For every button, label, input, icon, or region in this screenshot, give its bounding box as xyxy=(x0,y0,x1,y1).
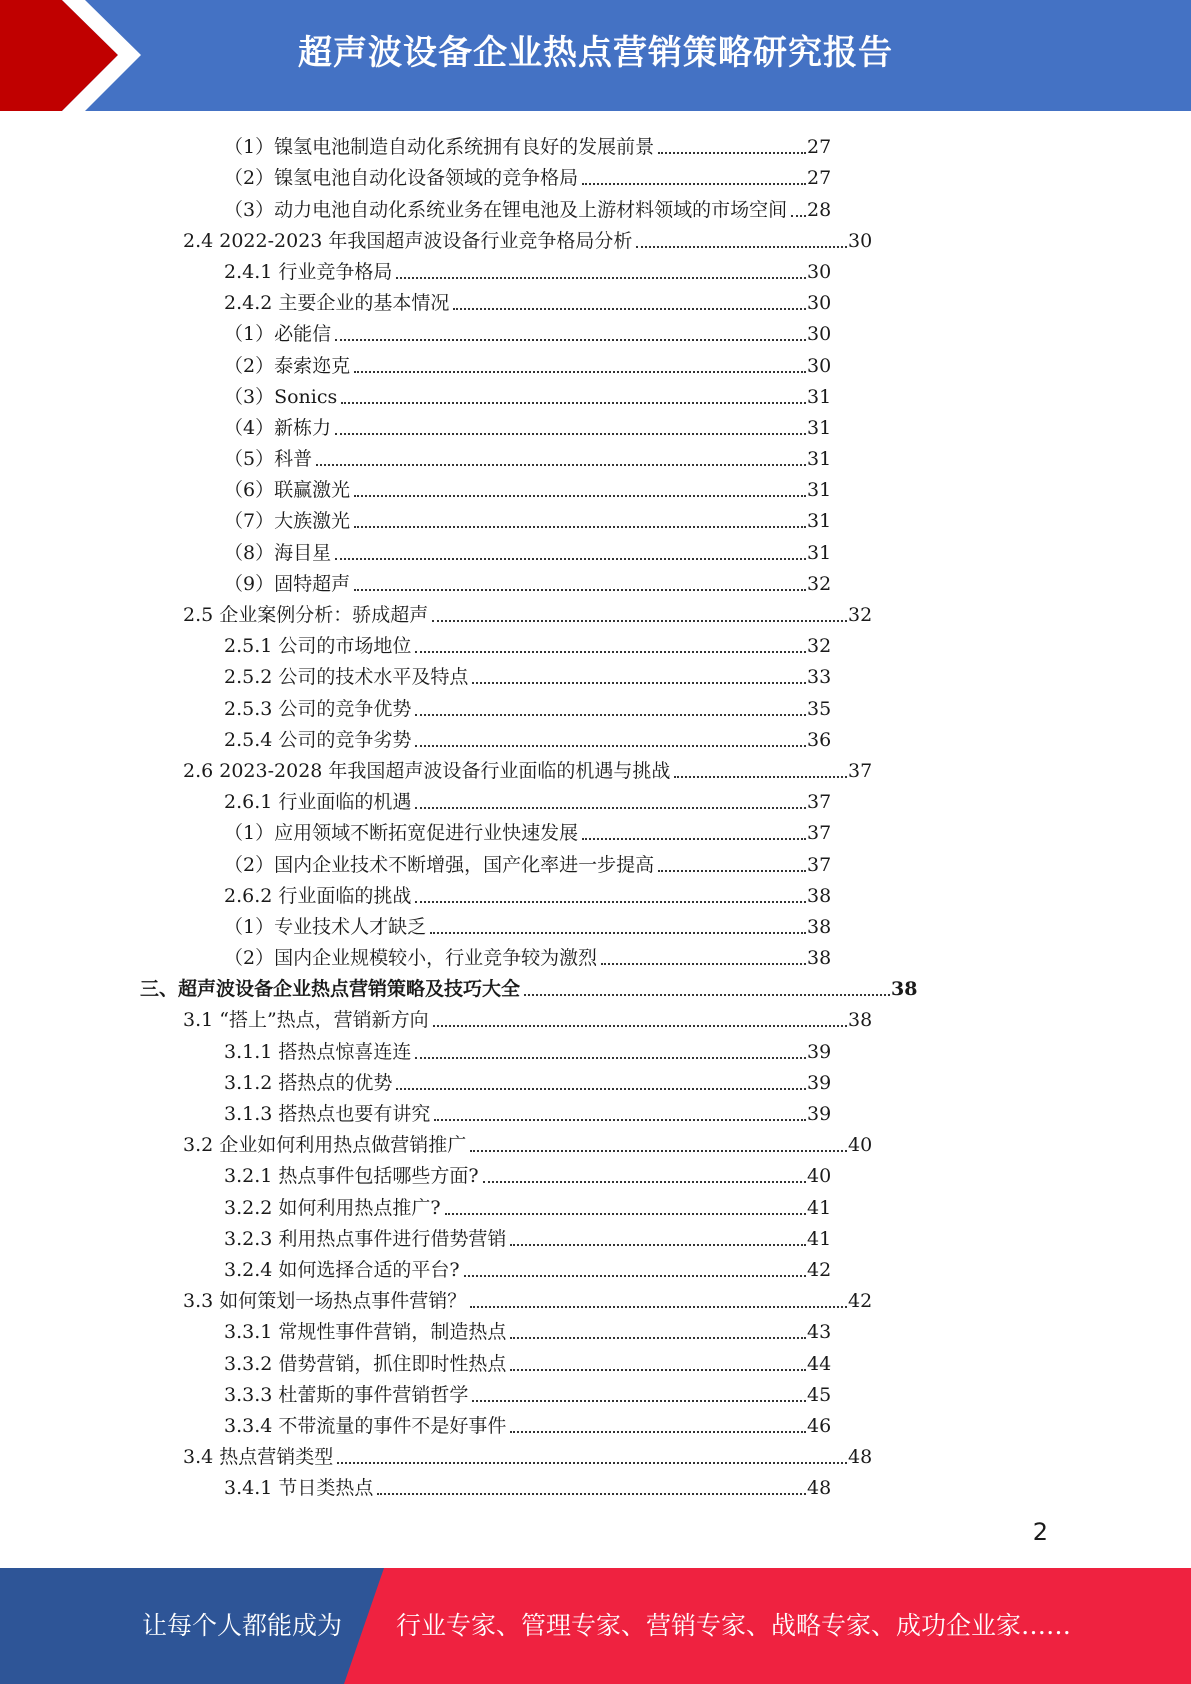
toc-dot-leader xyxy=(415,1057,806,1059)
toc-dot-leader xyxy=(434,1119,806,1121)
toc-entry-page: 30 xyxy=(807,260,832,283)
toc-entry-page: 31 xyxy=(807,541,832,564)
toc-entry-title: 2.5 企业案例分析：骄成超声 xyxy=(183,604,429,626)
toc-dot-leader xyxy=(354,589,806,591)
toc-entry[interactable] xyxy=(0,1344,967,1375)
toc-entry-title: 2.5.4 公司的竞争劣势 xyxy=(224,728,412,751)
toc-entry[interactable] xyxy=(0,440,967,471)
toc-entry[interactable] xyxy=(0,1376,967,1407)
toc-entry-page: 37 xyxy=(807,791,832,814)
toc-entry[interactable] xyxy=(0,1095,967,1126)
toc-entry-title: （1）应用领域不断拓宽促进行业快速发展 xyxy=(224,822,579,845)
toc-dot-leader xyxy=(658,152,806,154)
footer-slogan-right: 行业专家、管理专家、营销专家、战略专家、成功企业家…… xyxy=(396,1611,1072,1640)
toc-entry[interactable] xyxy=(0,939,967,970)
toc-entry[interactable] xyxy=(0,658,967,689)
toc-entry[interactable] xyxy=(0,721,967,752)
toc-entry[interactable] xyxy=(0,128,967,159)
toc-entry-page: 39 xyxy=(807,1103,832,1125)
toc-entry-page: 44 xyxy=(807,1352,832,1375)
toc-entry-title: （1）必能信 xyxy=(224,323,332,346)
toc-dot-leader xyxy=(354,495,806,497)
page-header xyxy=(0,0,1191,111)
report-title: 超声波设备企业热点营销策略研究报告 xyxy=(298,33,893,73)
toc-entry[interactable] xyxy=(0,1313,967,1344)
toc-entry-page: 27 xyxy=(807,136,832,159)
toc-dot-leader xyxy=(335,433,806,435)
toc-entry-title: 2.5.1 公司的市场地位 xyxy=(224,635,412,658)
toc-entry-title: （7）大族激光 xyxy=(224,510,351,533)
toc-entry-page: 31 xyxy=(807,479,832,502)
toc-entry-page: 38 xyxy=(807,884,832,907)
toc-dot-leader xyxy=(415,901,806,903)
toc-entry-title: 3.1.2 搭热点的优势 xyxy=(224,1071,393,1094)
toc-entry-page: 31 xyxy=(807,448,832,471)
toc-dot-leader xyxy=(582,838,806,840)
toc-entry-title: （1）镍氢电池制造自动化系统拥有良好的发展前景 xyxy=(224,136,655,159)
toc-entry-page: 28 xyxy=(807,198,832,221)
toc-entry-page: 46 xyxy=(807,1414,832,1437)
toc-entry-title: （5）科普 xyxy=(224,448,313,471)
toc-dot-leader xyxy=(470,1306,847,1308)
toc-entry-title: 2.5.3 公司的竞争优势 xyxy=(224,697,412,720)
toc-entry[interactable] xyxy=(0,471,967,502)
toc-dot-leader xyxy=(582,183,806,185)
toc-entry-page: 37 xyxy=(807,822,832,845)
toc-entry[interactable] xyxy=(0,190,967,221)
toc-entry-page: 48 xyxy=(807,1477,832,1500)
toc-dot-leader xyxy=(524,994,890,996)
toc-entry[interactable] xyxy=(0,284,967,315)
toc-entry-page: 40 xyxy=(848,1134,873,1157)
toc-entry-page: 37 xyxy=(848,759,873,782)
toc-entry-title: 3.3.2 借势营销，抓住即时性热点 xyxy=(224,1352,507,1375)
toc-dot-leader xyxy=(658,870,806,872)
toc-dot-leader xyxy=(470,1150,847,1152)
toc-entry[interactable] xyxy=(0,1032,967,1063)
page-number: 2 xyxy=(1032,1518,1048,1546)
table-of-contents xyxy=(0,128,1191,1500)
toc-entry-page: 37 xyxy=(807,853,832,876)
toc-dot-leader xyxy=(430,932,806,934)
toc-entry[interactable] xyxy=(0,1282,1008,1313)
toc-entry-page: 38 xyxy=(848,1009,873,1032)
toc-entry[interactable] xyxy=(0,315,967,346)
toc-entry-title: （3）Sonics xyxy=(224,385,338,408)
toc-entry[interactable] xyxy=(0,1064,967,1095)
toc-dot-leader xyxy=(415,651,806,653)
toc-dot-leader xyxy=(510,1244,806,1246)
toc-entry[interactable] xyxy=(0,1220,967,1251)
toc-entry-title: 2.6 2023-2028 年我国超声波设备行业面临的机遇与挑战 xyxy=(183,759,671,782)
toc-entry-title: 三、超声波设备企业热点营销策略及技巧大全 xyxy=(140,978,521,1001)
toc-entry-title: （2）国内企业技术不断增强，国产化率进一步提高 xyxy=(224,853,655,876)
toc-entry[interactable] xyxy=(0,1157,967,1188)
toc-entry-page: 36 xyxy=(807,728,832,751)
toc-entry[interactable] xyxy=(0,1469,967,1500)
toc-entry-title: 2.4.2 主要企业的基本情况 xyxy=(224,292,450,315)
toc-entry-title: 3.2.4 如何选择合适的平台? xyxy=(224,1258,460,1281)
toc-entry-page: 43 xyxy=(807,1321,832,1344)
toc-entry-page: 40 xyxy=(807,1165,832,1188)
toc-entry-page: 39 xyxy=(807,1040,832,1063)
toc-entry-title: 3.1.1 搭热点惊喜连连 xyxy=(224,1040,412,1063)
toc-entry[interactable] xyxy=(0,1126,1008,1157)
toc-entry[interactable] xyxy=(0,1438,1008,1469)
toc-dot-leader xyxy=(335,558,806,560)
toc-dot-leader xyxy=(464,1275,806,1277)
toc-entry-page: 42 xyxy=(807,1258,832,1281)
toc-entry[interactable] xyxy=(0,970,1051,1001)
toc-entry[interactable] xyxy=(0,346,967,377)
toc-dot-leader xyxy=(396,277,806,279)
toc-entry-page: 41 xyxy=(807,1227,832,1250)
toc-dot-leader xyxy=(316,464,806,466)
toc-entry-page: 30 xyxy=(848,229,873,252)
toc-entry[interactable] xyxy=(0,502,967,533)
toc-entry-page: 38 xyxy=(807,947,832,970)
page-footer xyxy=(0,1568,1191,1684)
toc-entry[interactable] xyxy=(0,689,967,720)
toc-dot-leader xyxy=(636,246,847,248)
toc-dot-leader xyxy=(510,1369,806,1371)
toc-entry-title: 3.1.3 搭热点也要有讲究 xyxy=(224,1103,431,1125)
toc-entry[interactable] xyxy=(0,1407,967,1438)
toc-dot-leader xyxy=(354,371,806,373)
toc-entry-title: 3.3.3 杜蕾斯的事件营销哲学 xyxy=(224,1383,469,1406)
toc-entry-title: 3.2.3 利用热点事件进行借势营销 xyxy=(224,1227,507,1250)
toc-entry-page: 30 xyxy=(807,323,832,346)
toc-entry-title: 2.6.2 行业面临的挑战 xyxy=(224,884,412,907)
toc-entry-title: 2.5.2 公司的技术水平及特点 xyxy=(224,666,469,689)
toc-entry-title: （6）联赢激光 xyxy=(224,479,351,502)
toc-dot-leader xyxy=(377,1493,806,1495)
toc-dot-leader xyxy=(483,1181,806,1183)
toc-entry-title: 3.2 企业如何利用热点做营销推广 xyxy=(183,1134,467,1157)
toc-entry-title: 2.6.1 行业面临的机遇 xyxy=(224,791,412,814)
toc-dot-leader xyxy=(432,620,847,622)
toc-entry-title: （2）泰索迩克 xyxy=(224,354,351,377)
footer-slogan-left: 让每个人都能成为 xyxy=(142,1611,343,1640)
toc-entry-page: 45 xyxy=(807,1383,832,1406)
toc-entry[interactable] xyxy=(0,752,1008,783)
toc-dot-leader xyxy=(510,1431,806,1433)
toc-entry-page: 41 xyxy=(807,1196,832,1219)
toc-entry-page: 31 xyxy=(807,385,832,408)
toc-entry-page: 30 xyxy=(807,292,832,315)
toc-entry[interactable] xyxy=(0,253,967,284)
toc-entry-page: 48 xyxy=(848,1446,873,1469)
toc-entry-title: （8）海目星 xyxy=(224,541,332,564)
toc-dot-leader xyxy=(415,807,806,809)
toc-entry[interactable] xyxy=(0,908,967,939)
toc-entry-title: （3）动力电池自动化系统业务在锂电池及上游材料领域的市场空间 xyxy=(224,198,788,221)
toc-entry-title: （2）镍氢电池自动化设备领域的竞争格局 xyxy=(224,167,579,190)
toc-entry[interactable] xyxy=(0,1188,967,1219)
toc-dot-leader xyxy=(601,963,806,965)
toc-dot-leader xyxy=(337,1462,847,1464)
toc-entry[interactable] xyxy=(0,565,967,596)
toc-dot-leader xyxy=(510,1337,806,1339)
toc-dot-leader xyxy=(433,1025,847,1027)
toc-entry[interactable] xyxy=(0,877,967,908)
toc-entry[interactable] xyxy=(0,845,967,876)
toc-entry-page: 42 xyxy=(848,1290,873,1313)
toc-entry[interactable] xyxy=(0,409,967,440)
toc-entry[interactable] xyxy=(0,1251,967,1282)
toc-entry-page: 32 xyxy=(848,604,873,626)
toc-entry-title: 3.2.1 热点事件包括哪些方面? xyxy=(224,1165,479,1188)
toc-entry-title: （4）新栋力 xyxy=(224,416,332,439)
toc-entry-title: 3.1 “搭上”热点，营销新方向 xyxy=(183,1009,429,1032)
toc-entry-title: 3.3.1 常规性事件营销，制造热点 xyxy=(224,1321,507,1344)
toc-entry[interactable] xyxy=(0,378,967,409)
toc-dot-leader xyxy=(445,1213,806,1215)
toc-entry-page: 30 xyxy=(807,354,832,377)
toc-entry[interactable] xyxy=(0,533,967,564)
toc-dot-leader xyxy=(674,776,847,778)
toc-entry-title: 3.2.2 如何利用热点推广? xyxy=(224,1196,441,1219)
toc-entry-page: 27 xyxy=(807,167,832,190)
toc-entry[interactable] xyxy=(0,627,967,658)
toc-entry-title: （2）国内企业规模较小，行业竞争较为激烈 xyxy=(224,947,598,970)
toc-dot-leader xyxy=(453,308,806,310)
toc-dot-leader xyxy=(396,1088,806,1090)
toc-entry[interactable] xyxy=(0,159,967,190)
toc-entry[interactable] xyxy=(0,222,1008,253)
toc-entry-title: 3.4.1 节日类热点 xyxy=(224,1477,374,1500)
toc-entry-page: 32 xyxy=(807,635,832,658)
toc-entry-page: 35 xyxy=(807,697,832,720)
toc-entry-title: （9）固特超声 xyxy=(224,572,351,595)
toc-dot-leader xyxy=(472,1400,806,1402)
toc-entry[interactable] xyxy=(0,814,967,845)
toc-entry-title: 2.4.1 行业竞争格局 xyxy=(224,260,393,283)
toc-entry[interactable] xyxy=(0,1001,1008,1032)
toc-entry[interactable] xyxy=(0,596,1008,627)
toc-entry-page: 31 xyxy=(807,416,832,439)
toc-entry-page: 31 xyxy=(807,510,832,533)
toc-entry-page: 33 xyxy=(807,666,832,689)
toc-entry-title: 3.3.4 不带流量的事件不是好事件 xyxy=(224,1414,507,1437)
toc-entry-page: 38 xyxy=(807,915,832,938)
toc-entry-title: 3.4 热点营销类型 xyxy=(183,1446,334,1469)
toc-dot-leader xyxy=(415,714,806,716)
toc-dot-leader xyxy=(791,215,806,217)
toc-entry-title: 2.4 2022-2023 年我国超声波设备行业竞争格局分析 xyxy=(183,229,633,252)
toc-entry-page: 39 xyxy=(807,1071,832,1094)
toc-dot-leader xyxy=(415,745,806,747)
toc-dot-leader xyxy=(472,682,806,684)
toc-entry-title: （1）专业技术人才缺乏 xyxy=(224,915,427,938)
toc-entry-title: 3.3 如何策划一场热点事件营销？ xyxy=(183,1290,467,1313)
toc-entry[interactable] xyxy=(0,783,967,814)
toc-entry-page: 38 xyxy=(891,978,918,1001)
toc-entry-page: 32 xyxy=(807,572,832,595)
toc-dot-leader xyxy=(354,526,806,528)
toc-dot-leader xyxy=(341,402,806,404)
toc-dot-leader xyxy=(335,339,806,341)
